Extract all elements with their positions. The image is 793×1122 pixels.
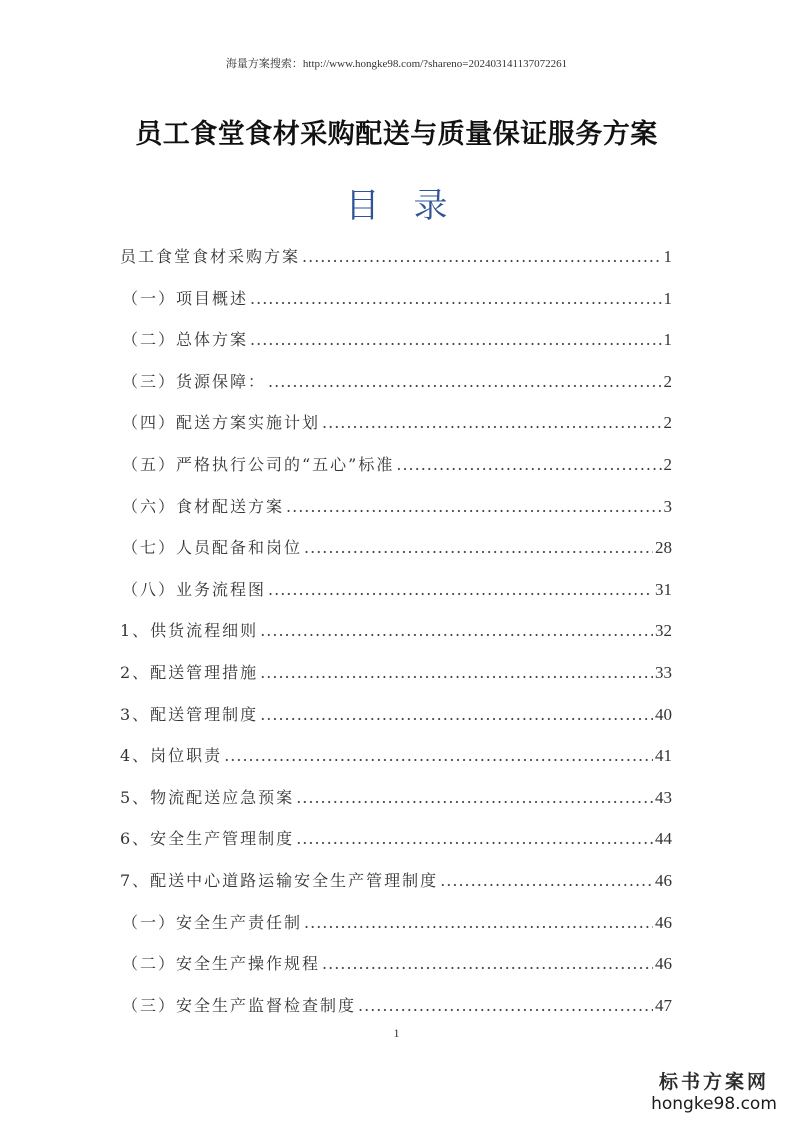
- toc-entry[interactable]: [120, 319, 672, 361]
- toc-entry[interactable]: [120, 361, 672, 403]
- toc-entry-title: 5、物流配送应急预案: [120, 787, 295, 807]
- toc-dot-leader: [250, 319, 661, 361]
- toc-entry-title: 6、安全生产管理制度: [120, 829, 295, 849]
- toc-entry-page-number: 43: [655, 787, 672, 807]
- toc-entry-title: （八）业务流程图: [122, 579, 267, 599]
- toc-entry[interactable]: [120, 610, 672, 652]
- toc-entry[interactable]: [120, 444, 672, 486]
- header-share-url: 海量方案搜索：http://www.hongke98.com/?shareno=20240314113707226​1: [225, 58, 568, 70]
- toc-entry-page-number: 2: [663, 454, 672, 474]
- toc-entry-page-number: 1: [663, 247, 672, 266]
- toc-entry[interactable]: [120, 902, 672, 944]
- toc-dot-leader: [296, 777, 653, 819]
- toc-entry[interactable]: [120, 694, 672, 736]
- toc-dot-leader: [260, 610, 653, 652]
- toc-entry-title: （五）严格执行公司的“五心”标准: [122, 454, 395, 474]
- toc-entry-title: （六）食材配送方案: [122, 496, 285, 516]
- toc-entry-title: 7、配送中心道路运输安全生产管理制度: [120, 870, 439, 890]
- toc-entry-title: 4、岗位职责: [120, 746, 223, 766]
- toc-dot-leader: [268, 361, 661, 403]
- toc-entry-title: （三）安全生产监督检查制度: [122, 995, 357, 1015]
- toc-entry-title: 2、配送管理措施: [120, 662, 259, 682]
- toc-entry-page-number: 47: [655, 995, 672, 1015]
- toc-dot-leader: [250, 278, 661, 320]
- toc-dot-leader: [322, 943, 653, 985]
- toc-entry-page-number: 1: [663, 288, 672, 308]
- toc-entry-page-number: 28: [655, 538, 672, 558]
- toc-entry-title: （四）配送方案实施计划: [122, 413, 321, 433]
- toc-dot-leader: [322, 402, 661, 444]
- table-of-contents: [120, 236, 672, 1026]
- watermark-brand-name: 标书方案网: [658, 1071, 769, 1093]
- watermark-domain: hongke98.com: [651, 1094, 777, 1114]
- toc-dot-leader: [224, 735, 653, 777]
- toc-dot-leader: [260, 694, 653, 736]
- site-watermark: [649, 1070, 779, 1114]
- toc-dot-leader: [358, 985, 653, 1027]
- toc-entry-title: （一）安全生产责任制: [122, 912, 303, 932]
- toc-entry[interactable]: [120, 777, 672, 819]
- toc-entry-page-number: 40: [655, 704, 672, 724]
- toc-entry[interactable]: [120, 985, 672, 1027]
- toc-entry[interactable]: [120, 236, 672, 278]
- toc-entry-page-number: 31: [655, 579, 672, 599]
- toc-entry[interactable]: [120, 278, 672, 320]
- toc-dot-leader: [286, 486, 661, 528]
- toc-entry[interactable]: [120, 943, 672, 985]
- toc-entry-page-number: 3: [663, 496, 672, 516]
- toc-entry-title: （三）货源保障：: [122, 371, 267, 391]
- toc-dot-leader: [302, 236, 661, 278]
- toc-entry-page-number: 46: [655, 870, 672, 890]
- toc-entry-title: （一）项目概述: [122, 288, 249, 308]
- toc-entry-page-number: 2: [663, 413, 672, 433]
- toc-dot-leader: [260, 652, 653, 694]
- toc-entry[interactable]: [120, 860, 672, 902]
- toc-entry-title: 1、供货流程细则: [120, 621, 259, 641]
- toc-dot-leader: [440, 860, 653, 902]
- toc-dot-leader: [304, 902, 653, 944]
- toc-heading: 目录: [345, 186, 482, 226]
- toc-dot-leader: [304, 527, 653, 569]
- toc-entry[interactable]: [120, 402, 672, 444]
- page-number: 1: [393, 1026, 400, 1040]
- toc-entry-title: （二）安全生产操作规程: [122, 954, 321, 974]
- toc-entry[interactable]: [120, 818, 672, 860]
- toc-entry-page-number: 41: [655, 746, 672, 766]
- document-title: 员工食堂食材采购配送与质量保证服务方案: [135, 119, 658, 150]
- toc-entry-page-number: 33: [655, 662, 672, 682]
- toc-entry-page-number: 44: [655, 829, 672, 849]
- toc-entry-title: （七）人员配备和岗位: [122, 538, 303, 558]
- toc-entry-page-number: 46: [655, 912, 672, 932]
- toc-dot-leader: [296, 818, 653, 860]
- toc-entry-page-number: 32: [655, 621, 672, 641]
- toc-entry-title: 3、配送管理制度: [120, 704, 259, 724]
- toc-entry-title: （二）总体方案: [122, 330, 249, 350]
- toc-entry-title: 员工食堂食材采购方案: [120, 247, 301, 266]
- toc-entry-page-number: 1: [663, 330, 672, 350]
- toc-entry[interactable]: [120, 652, 672, 694]
- toc-dot-leader: [268, 569, 653, 611]
- toc-entry-page-number: 2: [663, 371, 672, 391]
- toc-entry[interactable]: [120, 569, 672, 611]
- toc-entry[interactable]: [120, 527, 672, 569]
- toc-entry[interactable]: [120, 486, 672, 528]
- toc-dot-leader: [396, 444, 661, 486]
- toc-entry[interactable]: [120, 735, 672, 777]
- toc-entry-page-number: 46: [655, 954, 672, 974]
